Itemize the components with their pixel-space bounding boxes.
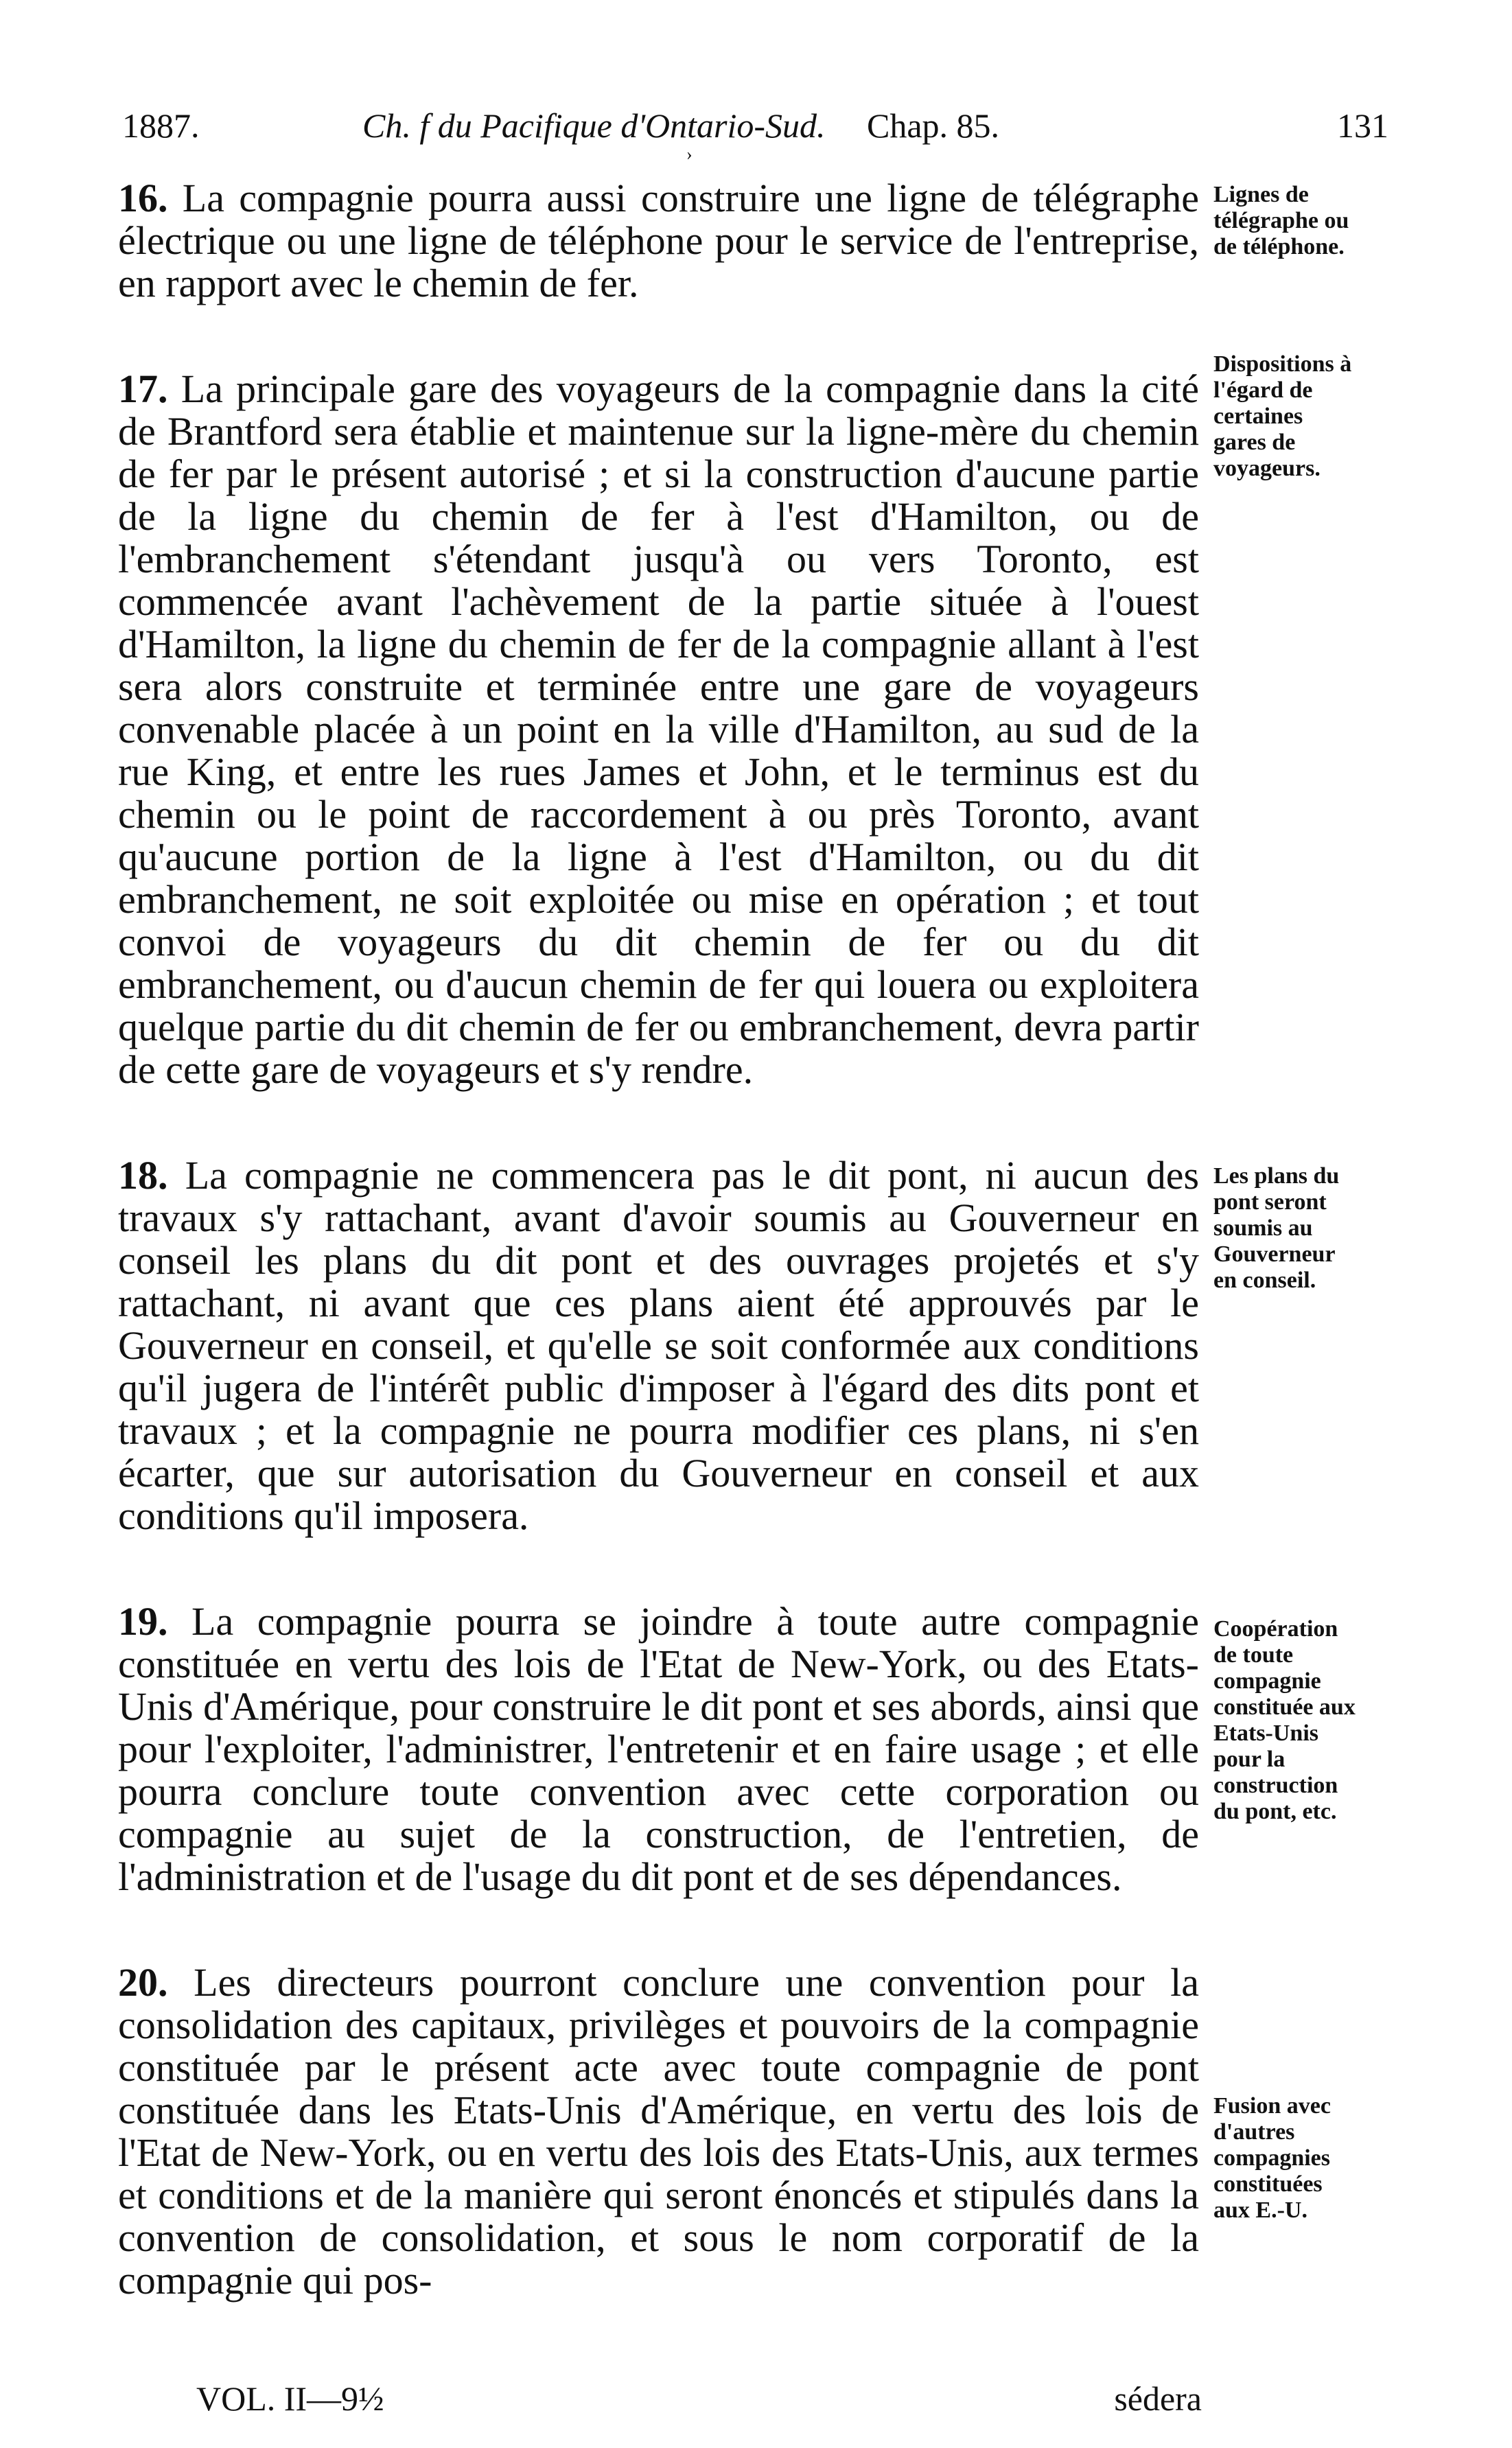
margin-note-16: Lignes de télégraphe ou de téléphone. bbox=[1213, 182, 1349, 259]
section-number: 17. bbox=[118, 366, 168, 411]
footer-signature: VOL. II—9½ bbox=[196, 2379, 384, 2418]
section-text: La compagnie pourra se joindre à toute autre compagnie constituée en vertu des lois de l'Etat de New-York, ou des Etats-Unis d'Amérique, pour construire le dit pont et ses abords, ainsi que pour l'exploiter, l'administrer, l'entretenir et en faire usage ; et elle pourra conclure toute convention avec cette corporation ou compagnie au sujet de la construction, de l'entretien, de l'administration et de l'usage du dit pont et de ses dépendances. bbox=[118, 1599, 1200, 1899]
header-chapter: Chap. 85. bbox=[867, 106, 1000, 145]
page-footer bbox=[196, 2371, 1202, 2426]
header-title: Ch. f du Pacifique d'Ontario-Sud. bbox=[362, 106, 826, 145]
section-number: 19. bbox=[118, 1599, 168, 1644]
margin-note-20: Fusion avec d'autres compagnies constituées aux E.-U. bbox=[1213, 2093, 1331, 2223]
section-number: 20. bbox=[118, 1960, 168, 2005]
section-18 bbox=[118, 1154, 1199, 1537]
running-header bbox=[122, 95, 1388, 156]
section-number: 16. bbox=[118, 176, 168, 220]
header-page-number: 131 bbox=[1337, 106, 1388, 145]
section-20 bbox=[118, 1961, 1199, 2302]
footer-catchword: sédera bbox=[1114, 2379, 1202, 2418]
section-text: La compagnie pourra aussi construire une ligne de télégraphe électrique ou une ligne de téléphone pour le service de l'entreprise, en rapport avec le chemin de fer. bbox=[118, 176, 1200, 305]
header-year: 1887. bbox=[122, 106, 200, 145]
section-text: Les directeurs pourront conclure une convention pour la consolidation des capitaux, privilèges et pouvoirs de la compagnie constituée par le présent acte avec toute compagnie de pont constituée dans les Etats-Unis d'Amérique, en vertu des lois de l'Etat de New-York, ou en vertu des lois des Etats-Unis, aux termes et conditions et de la manière qui seront énoncés et stipulés dans la convention de consolidation, et sous le nom corporatif de la compagnie qui pos- bbox=[118, 1960, 1200, 2303]
section-text: La principale gare des voyageurs de la compagnie dans la cité de Brantford sera établie et maintenue sur la ligne-mère du chemin de fer par le présent autorisé ; et si la construction d'aucune partie de la ligne du chemin de fer à l'est d'Hamilton, ou de l'embranchement s'étendant jusqu'à ou vers Toronto, est commencée avant l'achèvement de la partie située à l'ouest d'Hamilton, la ligne du chemin de fer de la compagnie allant à l'est sera alors construite et terminée entre une gare de voyageurs convenable placée à un point en la ville d'Hamilton, au sud de la rue King, et entre les rues James et John, et le terminus est du chemin ou le point de raccordement à ou près Toronto, avant qu'aucune portion de la ligne à l'est d'Hamilton, ou du dit embranchement, ne soit exploitée ou mise en opération ; et tout convoi de voyageurs du dit chemin de fer ou du dit embranchement, ou d'aucun chemin de fer qui louera ou exploitera quelque partie du dit chemin de fer ou embranchement, devra partir de cette gare de voyageurs et s'y rendre. bbox=[118, 366, 1199, 1092]
section-16 bbox=[118, 177, 1199, 305]
margin-note-18: Les plans du pont seront soumis au Gouverneur en conseil. bbox=[1213, 1163, 1340, 1293]
section-19 bbox=[118, 1600, 1199, 1898]
body-text bbox=[118, 177, 1199, 2302]
margin-note-19: Coopération de toute compagnie constituée aux Etats-Unis pour la construction du pont, etc. bbox=[1213, 1616, 1356, 1824]
margin-note-17: Dispositions à l'égard de certaines gares de voyageurs. bbox=[1213, 351, 1352, 481]
printer-mark: › bbox=[686, 144, 693, 164]
section-number: 18. bbox=[118, 1153, 168, 1198]
section-text: La compagnie ne commencera pas le dit pont, ni aucun des travaux s'y rattachant, avant d'avoir soumis au Gouverneur en conseil les plans du dit pont et des ouvrages projetés et s'y rattachant, ni avant que ces plans aient été approuvés par le Gouverneur en conseil, et qu'elle se soit conformée aux conditions qu'il jugera de l'intérêt public d'imposer à l'égard des dits pont et travaux ; et la compagnie ne pourra modifier ces plans, ni s'en écarter, que sur autorisation du Gouverneur en conseil et aux conditions qu'il imposera. bbox=[118, 1153, 1200, 1538]
section-17 bbox=[118, 368, 1199, 1091]
